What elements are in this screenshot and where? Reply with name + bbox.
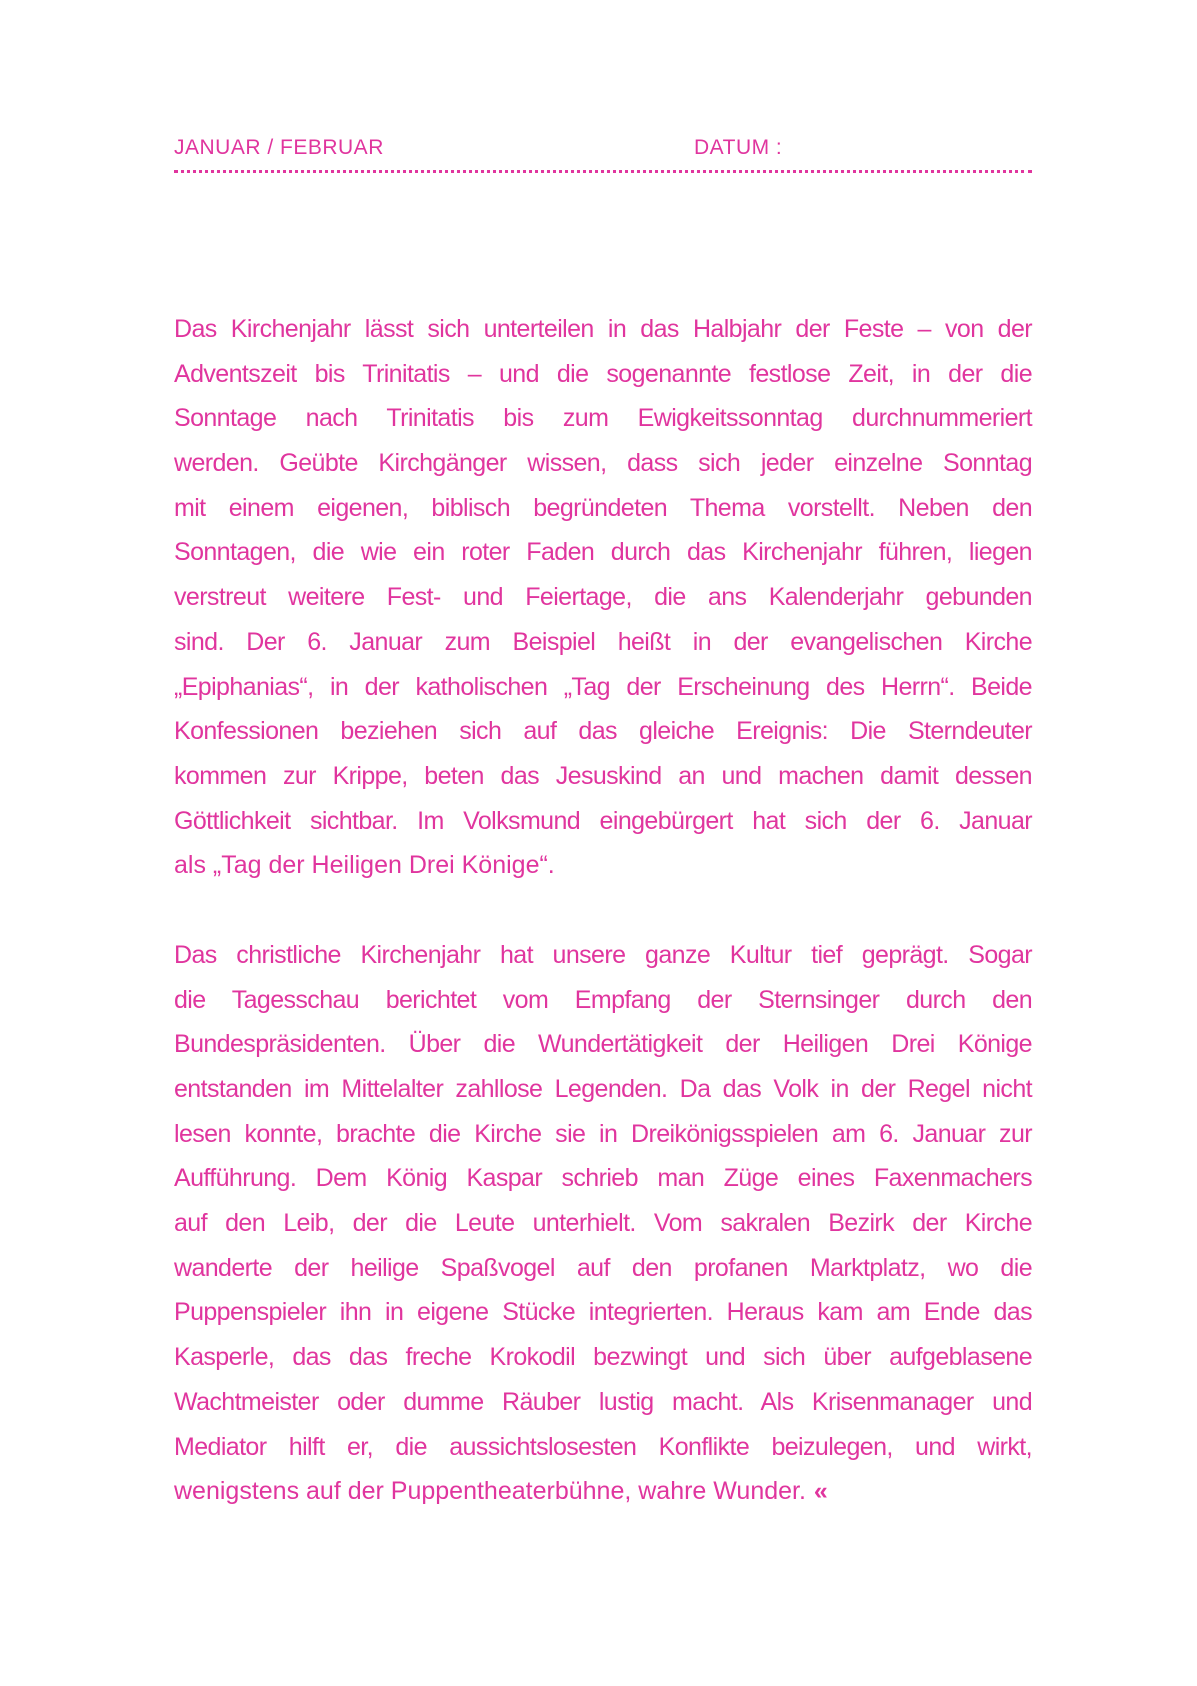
text-line: Aufführung. Dem König Kaspar schrieb man Züge eines Faxenmachers	[174, 1164, 1032, 1193]
text-line: die Tagesschau berichtet vom Empfang der Sternsinger durch den	[174, 985, 1032, 1014]
end-mark: «	[813, 1477, 828, 1506]
body-text	[174, 307, 1032, 1514]
dotted-rule	[174, 170, 1032, 173]
text-line-content: wenigstens auf der Puppentheaterbühne, wahre Wunder.	[174, 1477, 806, 1506]
text-line: mit einem eigenen, biblisch begründeten Thema vorstellt. Neben den	[174, 493, 1032, 522]
text-line: Bundespräsidenten. Über die Wundertätigkeit der Heiligen Drei Könige	[174, 1030, 1032, 1059]
text-line: verstreut weitere Fest- und Feiertage, die ans Kalenderjahr gebunden	[174, 583, 1032, 612]
text-line: Göttlichkeit sichtbar. Im Volksmund eingebürgert hat sich der 6. Januar	[174, 806, 1032, 835]
text-line: lesen konnte, brachte die Kirche sie in Dreikönigsspielen am 6. Januar zur	[174, 1119, 1032, 1148]
text-line: Mediator hilft er, die aussichtslosesten Konflikte beizulegen, und wirkt,	[174, 1432, 1032, 1461]
text-line: Kasperle, das das freche Krokodil bezwingt und sich über aufgeblasene	[174, 1343, 1032, 1372]
page-header	[174, 136, 1032, 164]
paragraph-1	[174, 307, 1032, 888]
text-line-final	[174, 1469, 1032, 1514]
text-line: Sonntagen, die wie ein roter Faden durch das Kirchenjahr führen, liegen	[174, 538, 1032, 567]
text-line: sind. Der 6. Januar zum Beispiel heißt in der evangelischen Kirche	[174, 627, 1032, 656]
month-label: JANUAR / FEBRUAR	[174, 136, 384, 159]
paragraph-2	[174, 933, 1032, 1514]
date-label: DATUM :	[694, 136, 783, 159]
text-line: Puppenspieler ihn in eigene Stücke integrierten. Heraus kam am Ende das	[174, 1298, 1032, 1327]
text-line: Konfessionen beziehen sich auf das gleiche Ereignis: Die Sterndeuter	[174, 717, 1032, 746]
text-line: Das Kirchenjahr lässt sich unterteilen in das Halbjahr der Feste – von der	[174, 315, 1032, 343]
text-line: auf den Leib, der die Leute unterhielt. Vom sakralen Bezirk der Kirche	[174, 1209, 1032, 1238]
text-line: Adventszeit bis Trinitatis – und die sogenannte festlose Zeit, in der die	[174, 359, 1032, 388]
text-line: Das christliche Kirchenjahr hat unsere ganze Kultur tief geprägt. Sogar	[174, 940, 1032, 969]
text-line: „Epiphanias“, in der katholischen „Tag der Erscheinung des Herrn“. Beide	[174, 672, 1032, 701]
text-line: kommen zur Krippe, beten das Jesuskind an und machen damit dessen	[174, 761, 1032, 790]
text-line: entstanden im Mittelalter zahllose Legenden. Da das Volk in der Regel nicht	[174, 1075, 1032, 1103]
text-line: Sonntage nach Trinitatis bis zum Ewigkeitssonntag durchnummeriert	[174, 404, 1032, 433]
text-line: Wachtmeister oder dumme Räuber lustig macht. Als Krisenmanager und	[174, 1387, 1032, 1416]
text-line: wanderte der heilige Spaßvogel auf den profanen Marktplatz, wo die	[174, 1253, 1032, 1282]
paragraph-spacer	[174, 888, 1032, 933]
text-line: als „Tag der Heiligen Drei Könige“.	[174, 851, 555, 880]
text-line: werden. Geübte Kirchgänger wissen, dass sich jeder einzelne Sonntag	[174, 449, 1032, 478]
